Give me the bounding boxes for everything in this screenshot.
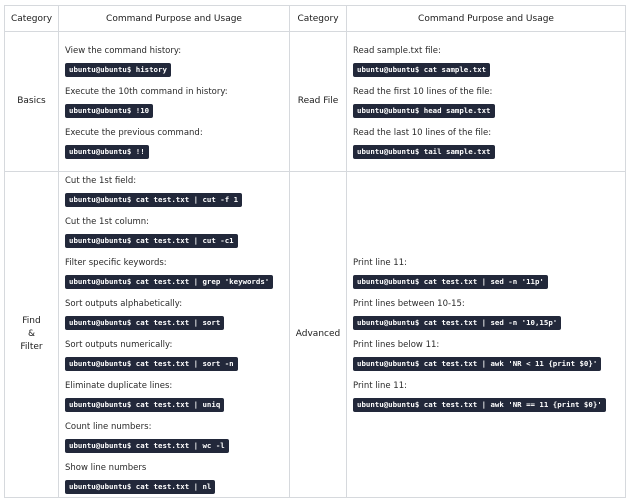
command-code[interactable]: ubuntu@ubuntu$ !10: [65, 104, 153, 118]
header-purpose-left: Command Purpose and Usage: [59, 6, 290, 32]
command-item: [353, 127, 619, 159]
command-item: [65, 257, 283, 289]
cheatsheet-table: [4, 5, 626, 498]
command-item: [353, 298, 619, 330]
command-item: [65, 127, 283, 159]
command-description: Eliminate duplicate lines:: [65, 381, 173, 391]
command-description: Sort outputs numerically:: [65, 340, 173, 350]
command-item: [353, 339, 619, 371]
table-row: [5, 172, 626, 498]
command-description: Filter specific keywords:: [65, 258, 167, 268]
header-row: [5, 6, 626, 32]
command-item: [65, 216, 283, 248]
command-code[interactable]: ubuntu@ubuntu$ cat sample.txt: [353, 63, 490, 77]
header-purpose-right: Command Purpose and Usage: [347, 6, 626, 32]
command-item: [65, 175, 283, 207]
command-cheatsheet: [4, 5, 625, 498]
category-read-file: [290, 32, 347, 172]
category-label: Find: [22, 316, 41, 326]
category-basics: [5, 32, 59, 172]
command-description: Cut the 1st field:: [65, 176, 137, 186]
category-label: Basics: [17, 96, 46, 106]
command-description: Show line numbers: [65, 463, 147, 473]
command-description: Print line 11:: [353, 258, 407, 268]
command-description: Execute the 10th command in history:: [65, 86, 228, 97]
command-description: Print lines between 10-15:: [353, 299, 465, 309]
commands-basics: [59, 32, 290, 172]
table-row: [5, 32, 626, 172]
command-code[interactable]: ubuntu@ubuntu$ head sample.txt: [353, 104, 495, 118]
command-code[interactable]: ubuntu@ubuntu$ !!: [65, 145, 149, 159]
command-description: Print lines below 11:: [353, 340, 440, 350]
command-code[interactable]: ubuntu@ubuntu$ cat test.txt | awk 'NR == 11 {print $0}': [353, 398, 606, 412]
command-item: [65, 86, 283, 118]
commands-advanced: [347, 172, 626, 498]
command-code[interactable]: ubuntu@ubuntu$ cat test.txt | grep 'keywords': [65, 275, 273, 289]
command-description: Execute the previous command:: [65, 127, 203, 138]
category-label: Advanced: [295, 329, 341, 339]
command-code[interactable]: ubuntu@ubuntu$ cat test.txt | uniq: [65, 398, 224, 412]
command-code[interactable]: ubuntu@ubuntu$ history: [65, 63, 171, 77]
command-code[interactable]: ubuntu@ubuntu$ cat test.txt | cut -f 1: [65, 193, 242, 207]
command-code[interactable]: ubuntu@ubuntu$ cat test.txt | wc -l: [65, 439, 229, 453]
commands-find-filter: [59, 172, 290, 498]
command-item: [65, 380, 283, 412]
category-label: Filter: [20, 342, 43, 352]
category-label: &: [27, 329, 36, 339]
header-category-left: Category: [5, 6, 59, 32]
command-code[interactable]: ubuntu@ubuntu$ cat test.txt | sort -n: [65, 357, 238, 371]
command-description: Print line 11:: [353, 381, 407, 391]
command-code[interactable]: ubuntu@ubuntu$ tail sample.txt: [353, 145, 495, 159]
category-advanced: [290, 172, 347, 498]
command-description: Read sample.txt file:: [353, 45, 441, 56]
command-code[interactable]: ubuntu@ubuntu$ cat test.txt | sort: [65, 316, 224, 330]
command-code[interactable]: ubuntu@ubuntu$ cat test.txt | sed -n '10,15p': [353, 316, 561, 330]
command-description: Read the last 10 lines of the file:: [353, 127, 492, 138]
command-item: [353, 86, 619, 118]
command-code[interactable]: ubuntu@ubuntu$ cat test.txt | nl: [65, 480, 215, 494]
header-category-right: Category: [290, 6, 347, 32]
command-item: [65, 339, 283, 371]
category-find-filter: [5, 172, 59, 498]
command-description: Cut the 1st column:: [65, 217, 150, 227]
command-code[interactable]: ubuntu@ubuntu$ cat test.txt | cut -c1: [65, 234, 238, 248]
category-label: Read File: [297, 96, 339, 106]
command-code[interactable]: ubuntu@ubuntu$ cat test.txt | sed -n '11p': [353, 275, 548, 289]
command-item: [353, 257, 619, 289]
command-item: [65, 45, 283, 77]
command-description: Sort outputs alphabetically:: [65, 299, 183, 309]
command-description: View the command history:: [65, 45, 182, 56]
command-description: Read the first 10 lines of the file:: [353, 86, 493, 97]
command-item: [65, 298, 283, 330]
command-item: [65, 462, 283, 494]
command-item: [353, 380, 619, 412]
command-description: Count line numbers:: [65, 422, 152, 432]
command-item: [65, 421, 283, 453]
command-code[interactable]: ubuntu@ubuntu$ cat test.txt | awk 'NR < 11 {print $0}': [353, 357, 601, 371]
command-item: [353, 45, 619, 77]
commands-read-file: [347, 32, 626, 172]
